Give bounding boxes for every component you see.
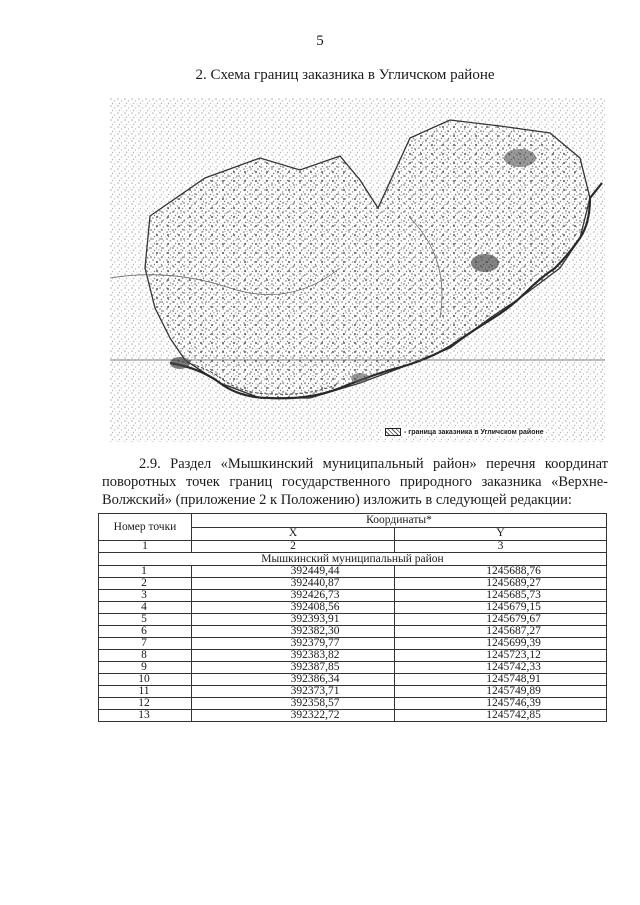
x-coordinate-cell: 392386,34 [192, 674, 395, 686]
coordinates-table [98, 513, 607, 722]
x-coordinate-cell: 392387,85 [192, 662, 395, 674]
table-row [99, 662, 607, 674]
table-row [99, 578, 607, 590]
table-row [99, 614, 607, 626]
x-coordinate-cell: 392379,77 [192, 638, 395, 650]
header-x: X [192, 527, 395, 541]
point-number-cell: 6 [99, 626, 192, 638]
table-row [99, 638, 607, 650]
page-number: 5 [316, 33, 324, 49]
table-row [99, 602, 607, 614]
x-coordinate-cell: 392440,87 [192, 578, 395, 590]
point-number-cell: 2 [99, 578, 192, 590]
boundary-map [110, 98, 605, 442]
y-coordinate-cell: 1245746,39 [395, 698, 607, 710]
table-row [99, 686, 607, 698]
map-legend [383, 428, 546, 436]
table-row [99, 710, 607, 722]
header-y: Y [395, 527, 607, 541]
boundary-legend-swatch [385, 428, 401, 436]
y-coordinate-cell: 1245699,39 [395, 638, 607, 650]
point-number-cell: 7 [99, 638, 192, 650]
map-drawing [110, 98, 605, 442]
region-row: Мышкинский муниципальный район [99, 553, 607, 566]
table-row [99, 650, 607, 662]
point-number-cell: 13 [99, 710, 192, 722]
x-coordinate-cell: 392382,30 [192, 626, 395, 638]
point-number-cell: 3 [99, 590, 192, 602]
table-row [99, 674, 607, 686]
y-coordinate-cell: 1245687,27 [395, 626, 607, 638]
map-title: 2. Схема границ заказника в Угличском районе [195, 67, 495, 83]
point-number-cell: 10 [99, 674, 192, 686]
section-paragraph: 2.9. Раздел «Мышкинский муниципальный район» перечня координат поворотных точек границ государственного природного заказника «Верхне-Волжский» (приложение 2 к Положению) изложить в следующей редакции: [102, 456, 608, 508]
point-number-cell: 1 [99, 566, 192, 578]
table-row [99, 626, 607, 638]
y-coordinate-cell: 1245689,27 [395, 578, 607, 590]
y-coordinate-cell: 1245679,67 [395, 614, 607, 626]
point-number-cell: 4 [99, 602, 192, 614]
coordinate-rows [99, 566, 607, 722]
y-coordinate-cell: 1245723,12 [395, 650, 607, 662]
y-coordinate-cell: 1245679,15 [395, 602, 607, 614]
column-number-1: 1 [99, 541, 192, 553]
table-row [99, 590, 607, 602]
x-coordinate-cell: 392426,73 [192, 590, 395, 602]
x-coordinate-cell: 392373,71 [192, 686, 395, 698]
column-number-3: 3 [395, 541, 607, 553]
y-coordinate-cell: 1245685,73 [395, 590, 607, 602]
x-coordinate-cell: 392322,72 [192, 710, 395, 722]
point-number-cell: 8 [99, 650, 192, 662]
x-coordinate-cell: 392358,57 [192, 698, 395, 710]
header-coordinates: Координаты* [192, 514, 607, 528]
header-point-number: Номер точки [99, 514, 192, 541]
point-number-cell: 9 [99, 662, 192, 674]
table-row [99, 698, 607, 710]
x-coordinate-cell: 392408,56 [192, 602, 395, 614]
y-coordinate-cell: 1245748,91 [395, 674, 607, 686]
y-coordinate-cell: 1245688,76 [395, 566, 607, 578]
column-number-2: 2 [192, 541, 395, 553]
legend-label: - граница заказника в Угличском районе [404, 428, 544, 436]
point-number-cell: 5 [99, 614, 192, 626]
table-row [99, 566, 607, 578]
y-coordinate-cell: 1245742,85 [395, 710, 607, 722]
x-coordinate-cell: 392449,44 [192, 566, 395, 578]
x-coordinate-cell: 392383,82 [192, 650, 395, 662]
x-coordinate-cell: 392393,91 [192, 614, 395, 626]
point-number-cell: 12 [99, 698, 192, 710]
y-coordinate-cell: 1245742,33 [395, 662, 607, 674]
point-number-cell: 11 [99, 686, 192, 698]
y-coordinate-cell: 1245749,89 [395, 686, 607, 698]
